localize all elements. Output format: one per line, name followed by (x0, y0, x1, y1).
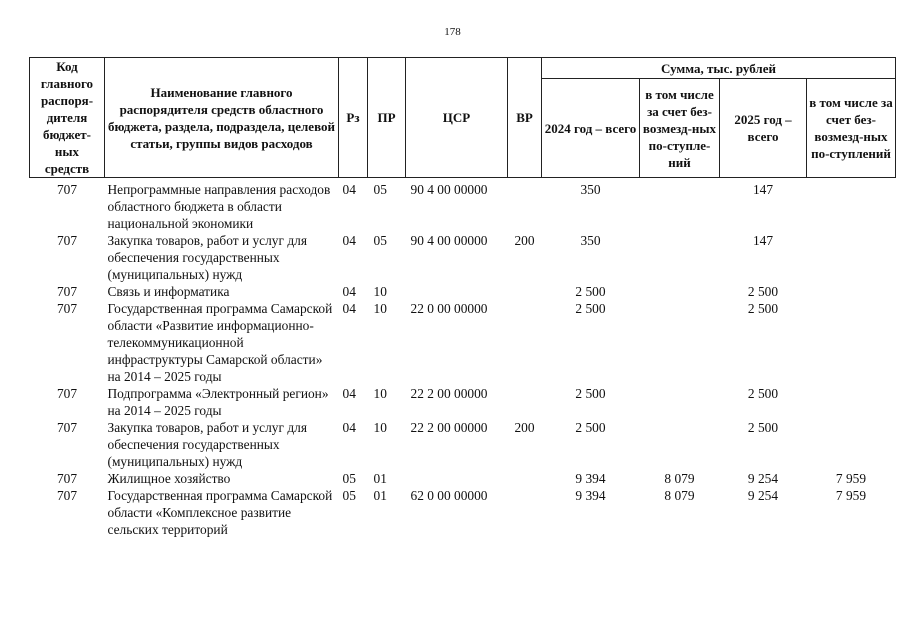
row-code: 707 (56, 386, 78, 401)
row-sum-2025-grants (807, 300, 896, 385)
row-vr (508, 470, 542, 487)
row-pr: 10 (373, 420, 387, 435)
row-rz: 04 (342, 386, 356, 401)
page-number: 178 (444, 26, 461, 38)
row-sum-2025-grants (807, 385, 896, 419)
row-vr (508, 487, 542, 538)
row-sum-2025: 147 (752, 233, 774, 248)
row-sum-2024: 9 394 (575, 471, 606, 486)
row-code: 707 (56, 488, 78, 503)
row-pr: 10 (373, 386, 387, 401)
row-rz: 04 (342, 233, 356, 248)
table-row (30, 178, 896, 233)
budget-table (29, 57, 896, 538)
row-code: 707 (56, 233, 78, 248)
row-rz: 04 (342, 284, 356, 299)
header-csr: ЦСР (406, 58, 508, 178)
row-name: Закупка товаров, работ и услуг для обеспечения государственных (муниципальных) нужд (107, 420, 307, 469)
row-csr: 62 0 00 00000 (410, 488, 488, 503)
row-pr: 01 (373, 471, 387, 486)
row-rz: 04 (342, 301, 356, 316)
row-pr: 05 (373, 182, 387, 197)
table-header (30, 58, 896, 178)
row-sum-2024-grants: 8 079 (664, 471, 695, 486)
row-sum-2025-grants (807, 178, 896, 233)
row-sum-2024: 350 (580, 182, 601, 197)
row-vr (508, 283, 542, 300)
row-vr (508, 385, 542, 419)
table-row (30, 470, 896, 487)
row-sum-2024: 350 (580, 233, 601, 248)
row-rz: 04 (342, 420, 356, 435)
table-row (30, 300, 896, 385)
row-code: 707 (56, 471, 78, 486)
row-pr: 10 (373, 301, 387, 316)
header-vr: ВР (508, 58, 542, 178)
row-name: Жилищное хозяйство (107, 471, 231, 486)
table-row (30, 419, 896, 470)
row-name: Государственная программа Самарской области «Развитие информационно-телекоммуникационной инфраструктуры Самарской области» на 2014 – 2025 годы (107, 301, 333, 384)
row-csr: 22 2 00 00000 (410, 420, 488, 435)
row-sum-2025: 2 500 (747, 284, 779, 299)
row-pr: 05 (373, 233, 387, 248)
row-code: 707 (56, 284, 78, 299)
row-pr: 01 (373, 488, 387, 503)
row-code: 707 (56, 420, 78, 435)
row-vr (508, 300, 542, 385)
row-sum-2025: 2 500 (747, 301, 779, 316)
header-pr: ПР (368, 58, 406, 178)
row-name: Государственная программа Самарской области «Комплексное развитие сельских территорий (107, 488, 333, 537)
row-pr: 10 (373, 284, 387, 299)
row-sum-2025: 9 254 (747, 488, 779, 503)
row-name: Закупка товаров, работ и услуг для обеспечения государственных (муниципальных) нужд (107, 233, 307, 282)
header-name: Наименование главного распорядителя средств областного бюджета, раздела, подраздела, целевой статьи, группы видов расходов (105, 58, 339, 178)
row-sum-2025: 2 500 (747, 386, 779, 401)
row-sum-2024-grants (640, 178, 720, 233)
row-sum-2025-grants: 7 959 (835, 488, 867, 503)
header-2024-total: 2024 год – всего (542, 79, 640, 178)
row-sum-2024-grants (640, 300, 720, 385)
row-name: Подпрограмма «Электронный регион» на 2014 – 2025 годы (107, 386, 329, 418)
table-row (30, 385, 896, 419)
row-sum-2024-grants (640, 385, 720, 419)
row-csr (406, 283, 508, 300)
header-code: Код главного распоря-дителя бюджет-ных средств (30, 58, 105, 178)
row-sum-2025: 2 500 (747, 420, 779, 435)
row-rz: 05 (342, 488, 356, 503)
row-csr (406, 470, 508, 487)
header-2024-grants: в том числе за счет без-возмезд-ных по-ступле-ний (640, 79, 720, 178)
row-sum-2024-grants (640, 419, 720, 470)
row-csr: 90 4 00 00000 (410, 233, 488, 248)
row-sum-2024: 2 500 (575, 301, 606, 316)
row-sum-2025: 9 254 (747, 471, 779, 486)
row-csr: 22 2 00 00000 (410, 386, 488, 401)
row-csr: 90 4 00 00000 (410, 182, 488, 197)
table-row (30, 487, 896, 538)
row-sum-2024: 2 500 (575, 284, 606, 299)
row-name: Связь и информатика (107, 284, 230, 299)
row-sum-2024-grants (640, 283, 720, 300)
header-rz: Рз (339, 58, 368, 178)
header-sum-title: Сумма, тыс. рублей (542, 58, 896, 79)
header-2025-total: 2025 год – всего (720, 79, 807, 178)
row-sum-2025-grants (807, 283, 896, 300)
table-row (30, 283, 896, 300)
row-sum-2024-grants (640, 232, 720, 283)
row-code: 707 (56, 301, 78, 316)
row-code: 707 (56, 182, 78, 197)
row-sum-2025-grants (807, 232, 896, 283)
row-sum-2024: 2 500 (575, 420, 606, 435)
row-sum-2025: 147 (752, 182, 774, 197)
row-rz: 04 (342, 182, 356, 197)
row-sum-2024: 2 500 (575, 386, 606, 401)
header-2025-grants: в том числе за счет без-возмезд-ных по-ступлений (807, 79, 896, 178)
row-csr: 22 0 00 00000 (410, 301, 488, 316)
row-vr: 200 (514, 420, 535, 435)
row-vr: 200 (514, 233, 535, 248)
table-body (30, 178, 896, 539)
row-vr (508, 178, 542, 233)
table-row (30, 232, 896, 283)
row-name: Непрограммные направления расходов областного бюджета в области национальной экономики (107, 182, 331, 231)
row-sum-2024: 9 394 (575, 488, 606, 503)
row-sum-2025-grants: 7 959 (835, 471, 867, 486)
row-sum-2025-grants (807, 419, 896, 470)
row-rz: 05 (342, 471, 356, 486)
row-sum-2024-grants: 8 079 (664, 488, 695, 503)
